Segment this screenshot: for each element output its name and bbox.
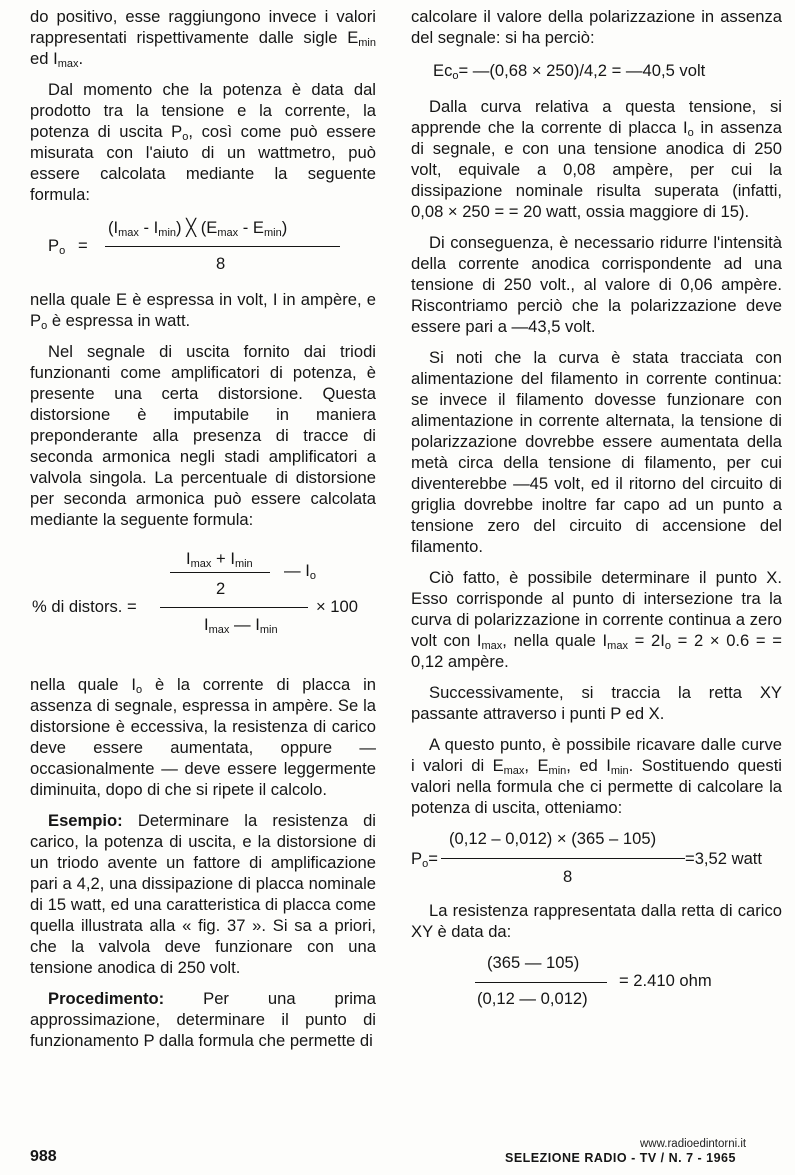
paragraph bbox=[30, 988, 376, 1051]
page-number: 988 bbox=[30, 1148, 57, 1165]
paragraph: A questo punto, è possibile ricavare dalle curve i valori di $E_{max}$, $E_{min}$, ed $I_{min}$. Sostituendo questi valori nella formula che ci permette di calcolare la potenza di uscita, otteniamo: bbox=[411, 735, 782, 817]
formula-minus-io: — $I_o$ bbox=[284, 561, 316, 582]
text: Per una prima approssimazione, determinare il punto di funzionamento P dalla formula che permette di bbox=[30, 989, 376, 1050]
publication-source: SELEZIONE RADIO - TV / N. 7 - 1965 bbox=[505, 1151, 736, 1165]
fraction-bar bbox=[441, 858, 685, 859]
formula-denominator: $I_{max}$ — $I_{min}$ bbox=[204, 615, 278, 636]
fraction-bar bbox=[105, 246, 340, 247]
paragraph bbox=[30, 6, 376, 69]
formula-result: = 2.410 ohm bbox=[619, 971, 712, 990]
paragraph: calcolare il valore della polarizzazione in assenza del segnale: si ha perciò: bbox=[411, 7, 782, 47]
paragraph: Si noti che la curva è stata tracciata con alimentazione del filamento in corrente continua: se invece il filamento dovesse funzionare con alimentazione in corrente alternata, la tensione di polarizzazione dovrebbe essere aumentata della metà circa della tensione di filamento, per cui diventerebbe —45 volt, ed il ritorno del circuito di griglia dovrebbe inoltre far capo ad un punto a tensione zero del circuito di accensione del filamento. bbox=[411, 348, 782, 556]
formula-numerator: $(I_{max} - I_{min})$ ╳ $(E_{max} - E_{min})$ bbox=[108, 218, 288, 239]
formula-inner-denominator: 2 bbox=[216, 579, 226, 598]
text: in assenza di segnale, e con una tensione anodica di 250 volt, equivale a 0,08 ampère, per cui la dissipazione nominale risulta superata (infatti, 0,08 × 250 = = 20 watt, ossia maggiore di 15). bbox=[411, 118, 782, 221]
formula-denominator: 8 bbox=[563, 867, 573, 886]
text: , così come può essere misurata con l'aiuto di un wattmetro, può essere calcolata mediante la seguente formula: bbox=[30, 122, 376, 204]
paragraph: La resistenza rappresentata dalla retta di carico XY è data da: bbox=[411, 901, 782, 941]
formula-lhs: $P_o=$ bbox=[411, 849, 438, 870]
distortion-formula bbox=[30, 540, 376, 666]
fraction-bar bbox=[170, 572, 270, 573]
formula-result: =3,52 watt bbox=[685, 849, 763, 868]
text: do positivo, esse raggiungono invece i valori rappresentati rispettivamente dalle sigle E bbox=[30, 7, 376, 47]
text: Determinare la resistenza di carico, la potenza di uscita, e la distorsione di un triodo avente un fattore di amplificazione pari a 4,2, una dissipazione di placca nominale di 15 watt, ed una caratteristica di placca come quella illustrata alla « fig. 37 ». Si sa a priori, che la valvola deve funzionare con una tensione anodica di 250 volt. bbox=[30, 811, 376, 977]
paragraph bbox=[30, 810, 376, 978]
paragraph: Ciò fatto, è possibile determinare il punto X. Esso corrisponde al punto di intersezione tra la curva di polarizzazione in corrente continua a zero volt con $I_{max}$, nella quale $I_{max} = 2I_o = 2 \times 0.6$ = = 0,12 ampère. bbox=[411, 568, 782, 671]
paragraph bbox=[30, 79, 376, 205]
text: ed I bbox=[30, 49, 58, 68]
text: . bbox=[78, 49, 84, 68]
power-formula bbox=[30, 215, 376, 281]
resistance-formula bbox=[411, 952, 782, 1012]
paragraph: Successivamente, si traccia la retta XY passante attraverso i punti P ed X. bbox=[411, 683, 782, 723]
equation-text: $Ec_o=$ —(0,68 × 250)/4,2 = —40,5 volt bbox=[433, 61, 706, 82]
formula-numerator: (365 — 105) bbox=[487, 953, 580, 972]
subscript: o bbox=[182, 131, 189, 143]
formula-inner-numerator: $I_{max} + I_{min}$ bbox=[186, 549, 253, 570]
paragraph: Di conseguenza, è necessario ridurre l'intensità della corrente anodica corrispondente ad una tensione di 250 volt., al valore di 0,06 ampère. Riscontriamo perciò che la polarizzazione deve essere pari a —43,5 volt. bbox=[411, 233, 782, 336]
text: è espressa in watt. bbox=[47, 311, 191, 330]
right-column bbox=[411, 6, 782, 1020]
bold-label: Procedimento: bbox=[48, 989, 165, 1008]
subscript: o bbox=[41, 320, 48, 332]
subscript: o bbox=[687, 127, 694, 139]
fraction-bar bbox=[160, 607, 308, 608]
text: nella quale I bbox=[30, 675, 136, 694]
paragraph bbox=[30, 289, 376, 331]
formula-equals: = bbox=[78, 236, 88, 255]
power-result-formula bbox=[411, 828, 782, 892]
subscript: max bbox=[57, 58, 79, 70]
subscript: o bbox=[135, 684, 143, 696]
formula-times: × 100 bbox=[316, 597, 358, 616]
bias-equation bbox=[411, 58, 782, 88]
subscript: min bbox=[358, 37, 376, 49]
text: Dalla curva relativa a questa tensione, si apprende che la corrente di placca I bbox=[411, 97, 782, 137]
paragraph: Nel segnale di uscita fornito dai triodi funzionanti come amplificatori di potenza, è presente una certa distorsione. Questa distorsione è imputabile in maniera preponderante alla presenza di tracce di seconda armonica negli stadi amplificatori a valvola singola. La percentuale di distorsione per seconda armonica può essere calcolata mediante la seguente formula: bbox=[30, 342, 376, 529]
paragraph bbox=[411, 96, 782, 222]
bold-label: Esempio: bbox=[48, 811, 123, 830]
formula-lhs: % di distors. = bbox=[32, 597, 137, 616]
text: nella quale E è espressa in volt, I in ampère, e P bbox=[30, 290, 376, 330]
left-column bbox=[30, 6, 376, 1061]
page-footer bbox=[0, 1138, 795, 1170]
formula-denominator: 8 bbox=[216, 254, 226, 273]
formula-numerator: (0,12 – 0,012) × (365 – 105) bbox=[449, 829, 657, 848]
formula-denominator: (0,12 — 0,012) bbox=[477, 989, 588, 1008]
watermark: www.radioedintorni.it bbox=[640, 1138, 747, 1150]
paragraph bbox=[30, 674, 376, 800]
formula-lhs: $P_o$ bbox=[48, 236, 66, 257]
fraction-bar bbox=[475, 982, 607, 983]
text: Dal momento che la potenza è data dal prodotto tra la tensione e la corrente, la potenza di uscita P bbox=[30, 80, 376, 141]
text: è la corrente di placca in assenza di segnale, espressa in ampère. Se la distorsione è eccessiva, la resistenza di carico deve essere aumentata, oppure — occasionalmente — deve essere leggermente diminuita, dopo di che si ripete il calcolo. bbox=[30, 675, 376, 799]
